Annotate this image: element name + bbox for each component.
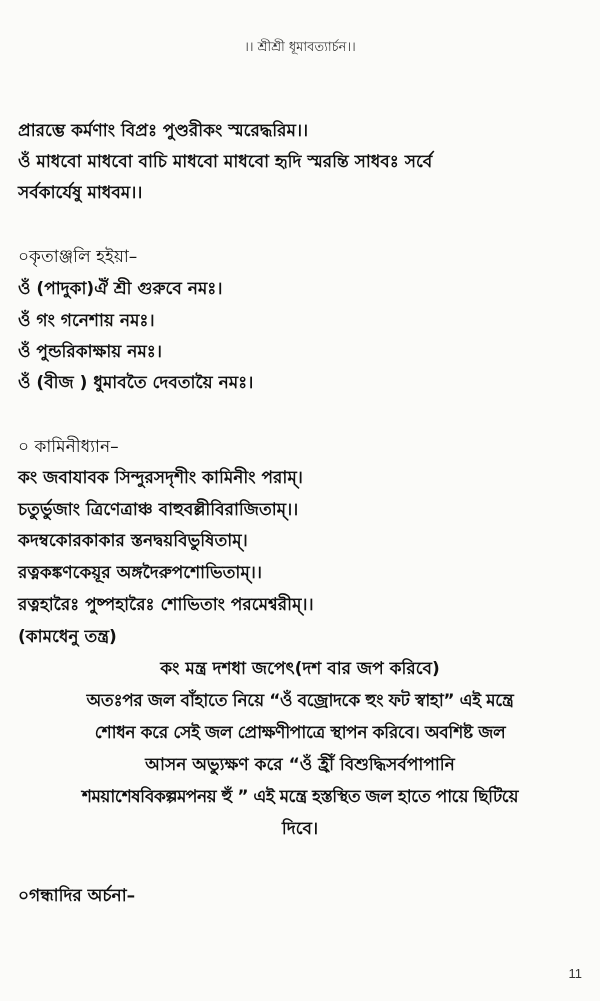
- text-line: চতুর্ভুজাং ত্রিণেত্রাঞ্চ বাহুবল্লীবিরাজিতাম্।।: [18, 500, 299, 520]
- centered-line: শময়াশেষবিকল্পমপনয় হুঁ ” এই মন্ত্রে হস্তস্থিত জল হাতে পায়ে ছিটিয়ে: [81, 787, 519, 807]
- text-line: ওঁ (বীজ ) ধুমাবতৈ দেবতায়ৈ নমঃ।: [18, 373, 254, 393]
- section-heading: ০কৃতাঞ্জলি হইয়া–: [18, 247, 138, 267]
- running-header: ।। শ্রীশ্রী ধূমাবত্যার্চন।।: [244, 40, 356, 55]
- text-line: কদম্বকোরকাকার স্তনদ্বয়বিভুষিতাম্।: [18, 531, 248, 551]
- centered-line: দিবে।: [281, 819, 319, 839]
- text-line: ওঁ গং গনেশায় নমঃ।: [18, 311, 155, 331]
- text-line: রত্নকঙ্কণকেয়ূর অঙ্গদৈরুপশোভিতাম্।।: [18, 563, 262, 583]
- centered-line: অতঃপর জল বাঁহাতে নিয়ে “ওঁ বজ্রোদকে হুং ফট স্বাহা” এই মন্ত্রে: [86, 691, 514, 711]
- centered-line: কং মন্ত্র দশধা জপেৎ(দশ বার জপ করিবে): [160, 659, 440, 679]
- centered-line: শোধন করে সেই জল প্রোক্ষণীপাত্রে স্থাপন করিবে। অবশিষ্ট জল: [94, 723, 506, 743]
- page-number: 11: [568, 966, 582, 981]
- centered-line: আসন অভ্যুক্ষণ করে “ওঁ হ্রীঁ বিশুদ্ধিসর্বপাপানি: [145, 755, 455, 775]
- text-line: রত্নহারৈঃ পুষ্পহারৈঃ শোভিতাং পরমেশ্বরীম্।।: [18, 595, 314, 615]
- text-line: ওঁ পুন্ডরিকাক্ষায় নমঃ।: [18, 342, 162, 362]
- text-line: ওঁ মাধবো মাধবো বাচি মাধবো মাধবো হৃদি স্মরন্তি সাধবঃ সর্বে: [18, 152, 433, 172]
- section-heading: ০গন্ধাদির অর্চনা–: [18, 886, 136, 906]
- text-line: কং জবাযাবক সিন্দুরসদৃশীং কামিনীং পরাম্।: [18, 468, 303, 488]
- text-line: প্রারম্ভে কর্মণাং বিপ্রঃ পুণ্ডরীকং স্মরেদ্ধরিম।।: [18, 121, 309, 141]
- text-line: সর্বকার্যেষু মাধবম।।: [18, 183, 143, 203]
- section-heading: ০ কামিনীধ্যান–: [18, 437, 119, 457]
- text-line: ওঁ (পাদুকা)ঐঁ শ্রী গুরুবে নমঃ।: [18, 279, 223, 299]
- text-line: (কামধেনু তন্ত্র): [18, 627, 117, 647]
